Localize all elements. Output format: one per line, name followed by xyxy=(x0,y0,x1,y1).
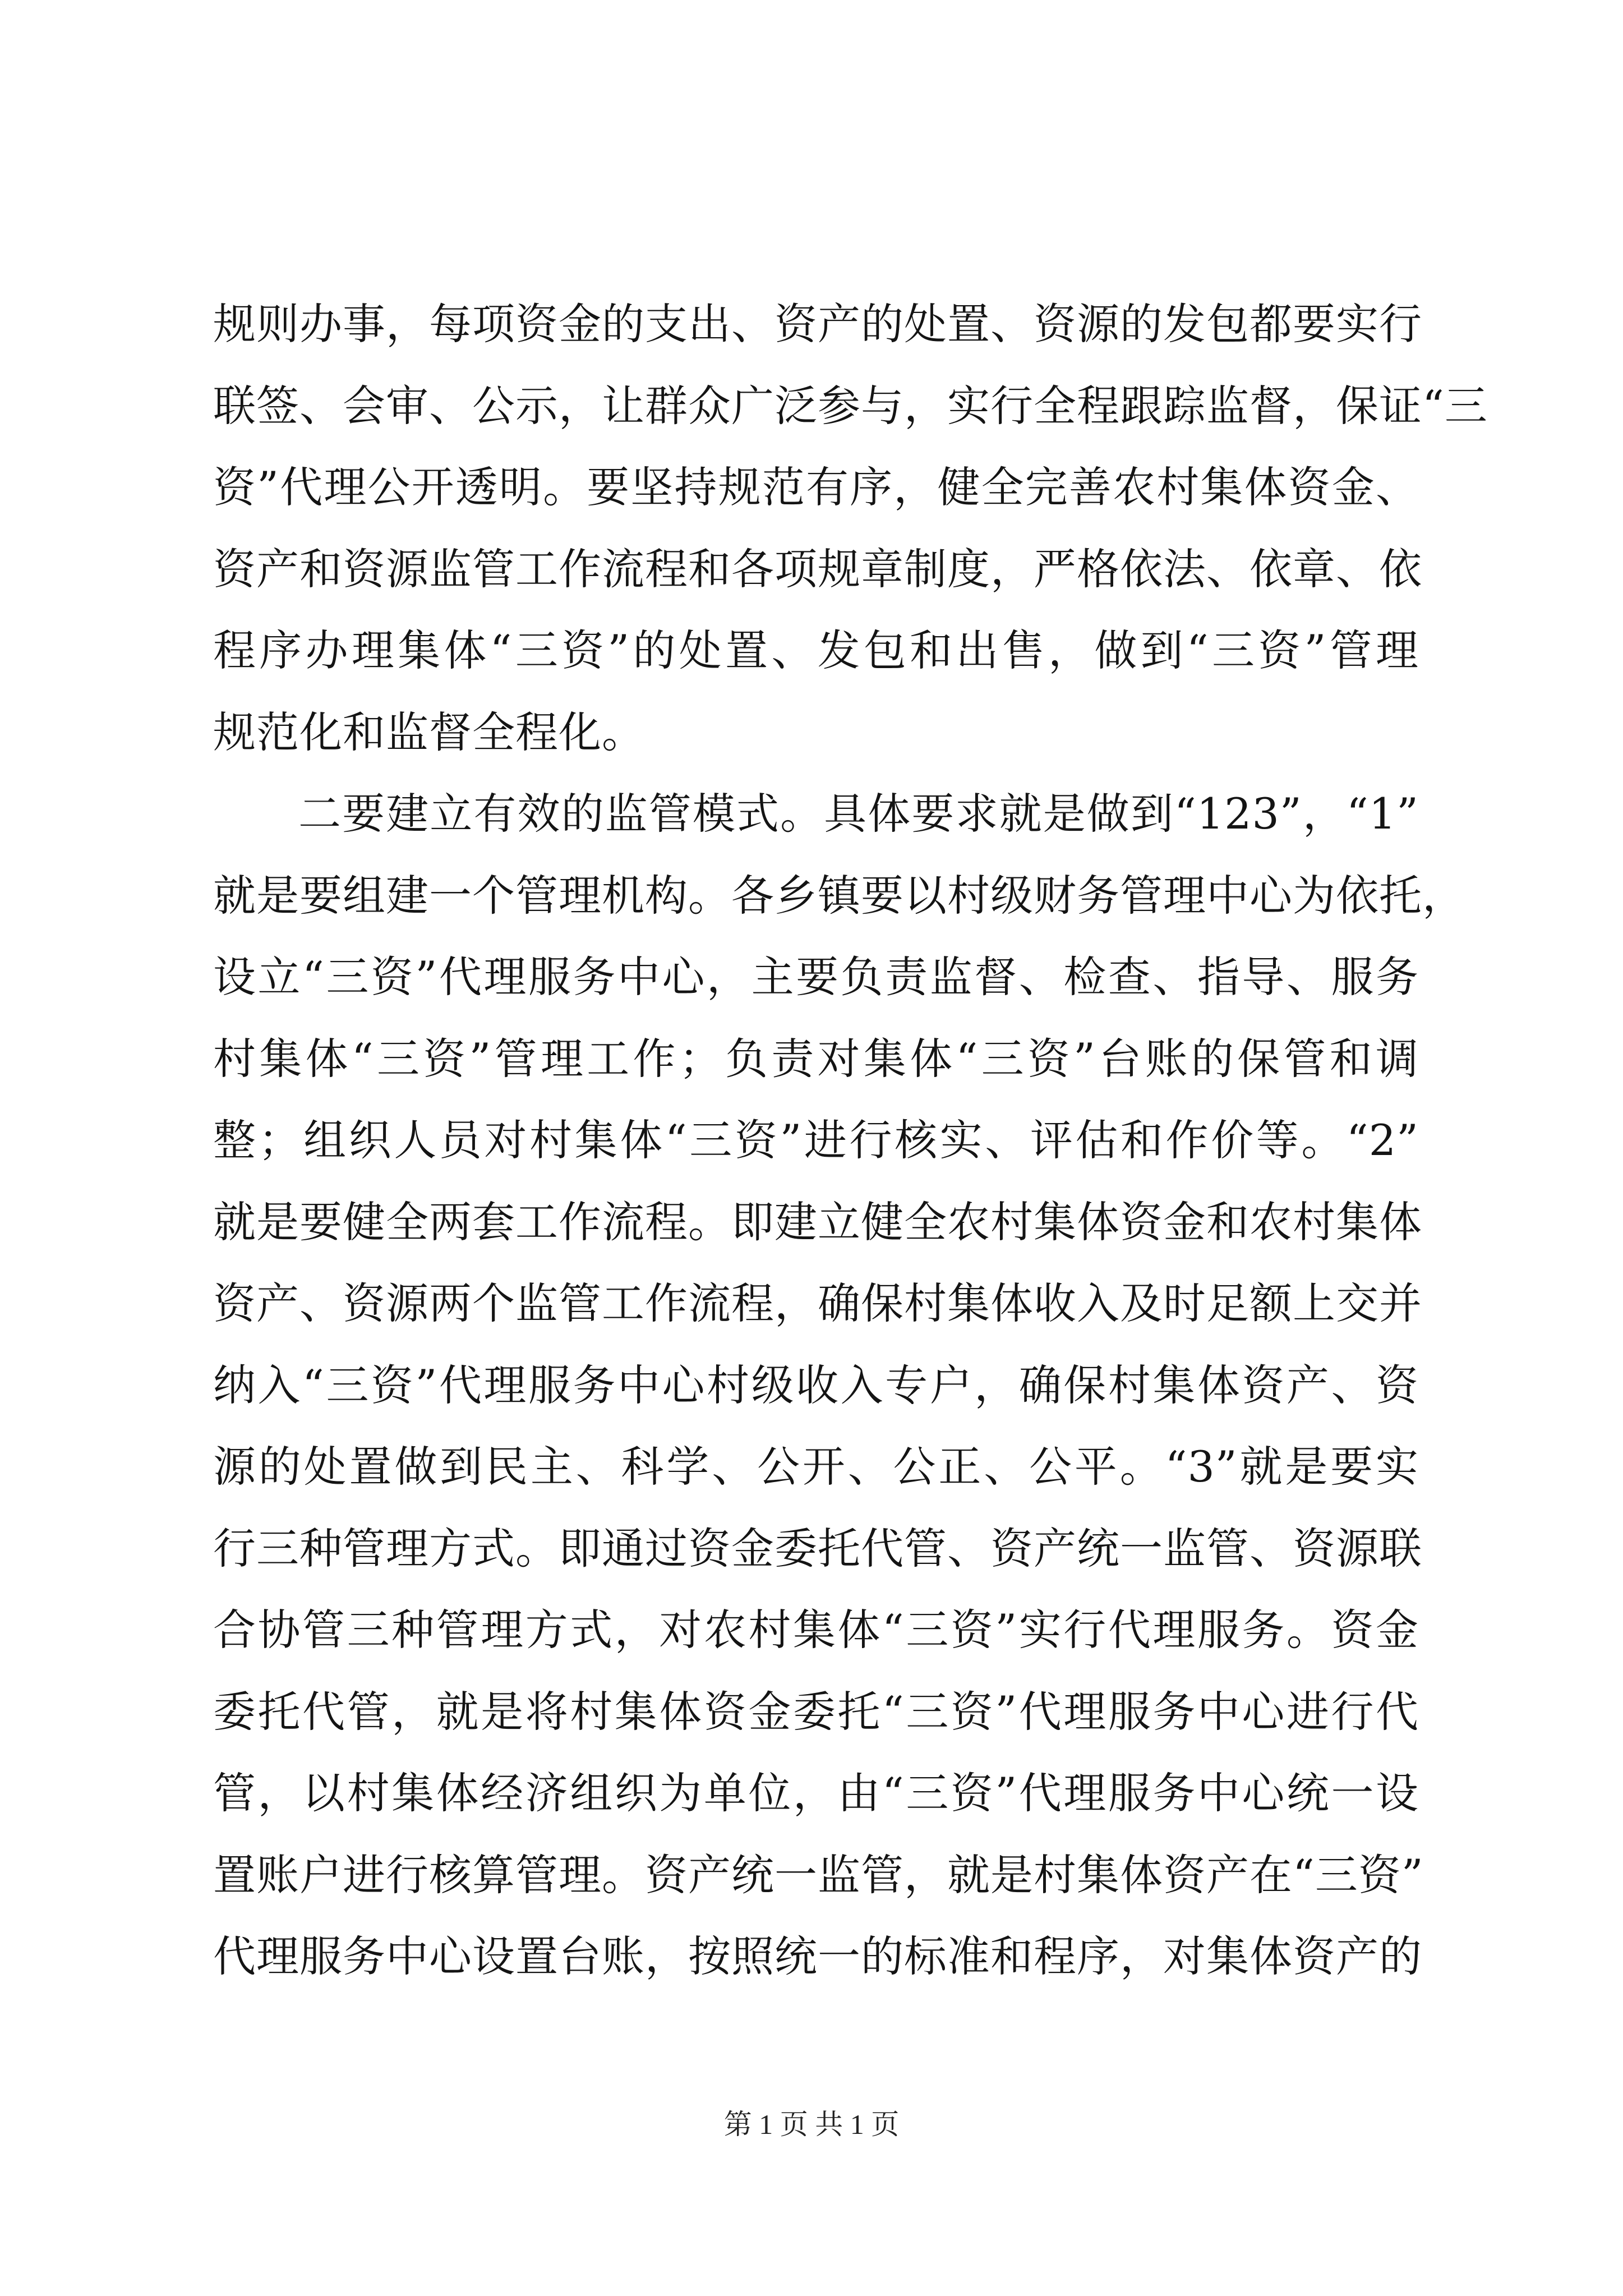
text-line: 资产和资源监管工作流程和各项规章制度，严格依法、依章、依 xyxy=(213,544,1422,594)
text-line: 联签、会审、公示，让群众广泛参与，实行全程跟踪监督，保证“三 xyxy=(213,380,1488,431)
text-line: 程序办理集体“三资”的处置、发包和出售，做到“三资”管理 xyxy=(213,625,1419,675)
text-line: 资产、资源两个监管工作流程，确保村集体收入及时足额上交并 xyxy=(213,1278,1422,1328)
paragraph xyxy=(213,773,1465,1998)
paragraph xyxy=(213,283,1488,773)
text-line: 资”代理公开透明。要坚持规范有序，健全完善农村集体资金、 xyxy=(213,462,1419,512)
text-line: 整；组织人员对村集体“三资”进行核实、评估和作价等。“2” xyxy=(213,1115,1419,1165)
text-line: 置账户进行核算管理。资产统一监管，就是村集体资产在“三资” xyxy=(213,1849,1424,1900)
text-line: 代理服务中心设置台账，按照统一的标准和程序，对集体资产的 xyxy=(213,1931,1422,1981)
text-line: 委托代管，就是将村集体资金委托“三资”代理服务中心进行代 xyxy=(213,1686,1419,1737)
text-line: 纳入“三资”代理服务中心村级收入专户，确保村集体资产、资 xyxy=(213,1360,1419,1410)
page-footer: 第 1 页 共 1 页 xyxy=(723,2109,900,2140)
text-line: 规范化和监督全程化。 xyxy=(213,707,645,757)
text-line: 规则办事，每项资金的支出、资产的处置、资源的发包都要实行 xyxy=(213,299,1422,349)
text-line: 合协管三种管理方式，对农村集体“三资”实行代理服务。资金 xyxy=(213,1605,1419,1655)
text-line: 就是要组建一个管理机构。各乡镇要以村级财务管理中心为依托， xyxy=(213,870,1465,921)
text-line: 行三种管理方式。即通过资金委托代管、资产统一监管、资源联 xyxy=(213,1523,1422,1573)
text-line: 就是要健全两套工作流程。即建立健全农村集体资金和农村集体 xyxy=(213,1197,1422,1247)
text-line: 设立“三资”代理服务中心，主要负责监督、检查、指导、服务 xyxy=(213,952,1419,1002)
document-body xyxy=(213,283,1488,1998)
text-line: 村集体“三资”管理工作；负责对集体“三资”台账的保管和调 xyxy=(213,1033,1419,1084)
text-line: 管，以村集体经济组织为单位，由“三资”代理服务中心统一设 xyxy=(213,1768,1419,1818)
text-line: 二要建立有效的监管模式。具体要求就是做到“123”，“1” xyxy=(298,789,1419,839)
text-line: 源的处置做到民主、科学、公开、公正、公平。“3”就是要实 xyxy=(213,1442,1419,1492)
